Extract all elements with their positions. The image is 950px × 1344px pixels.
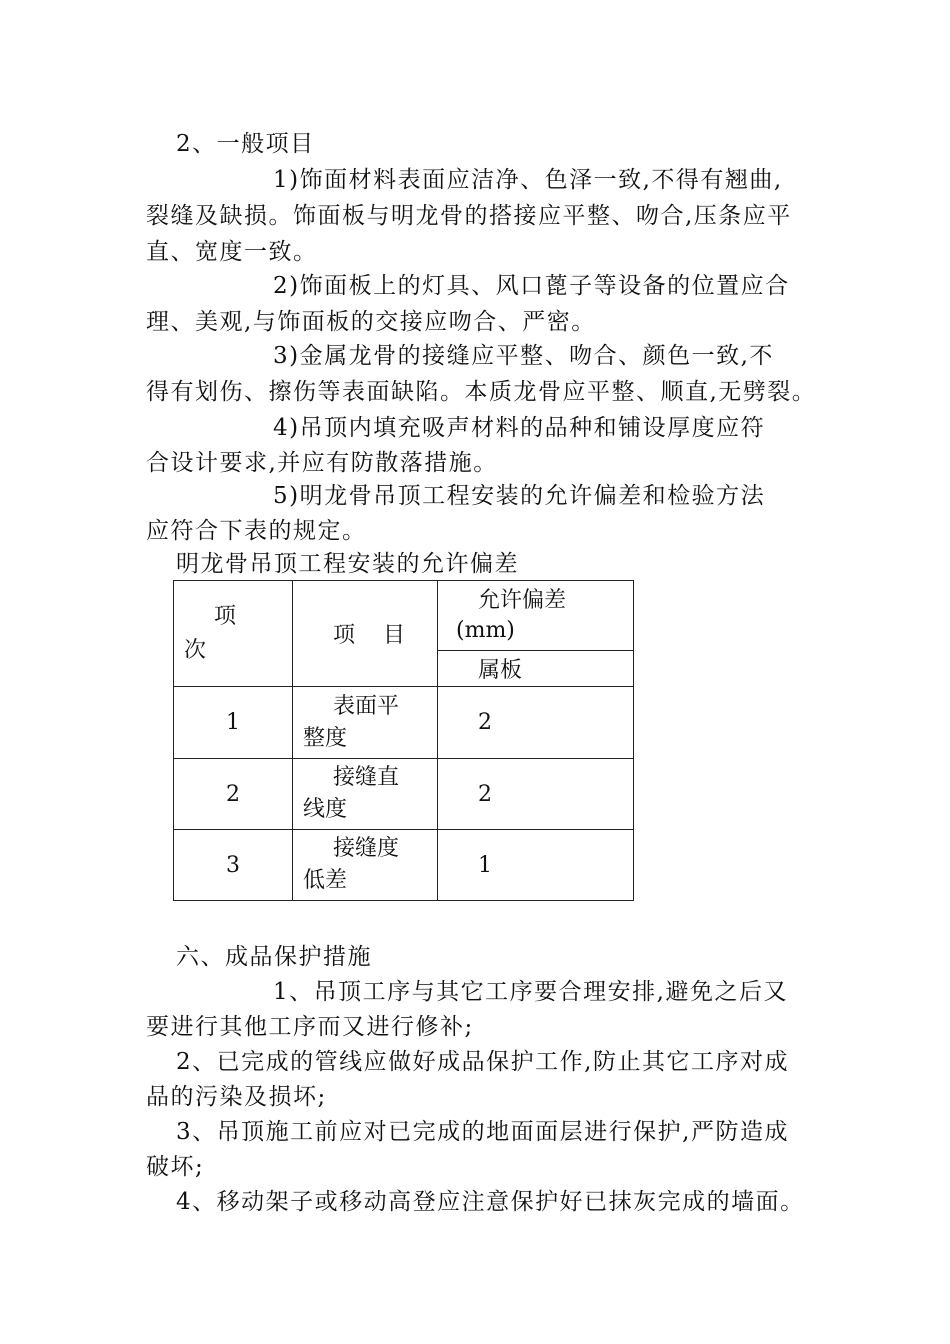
- protection-item-1-line-1: 1、吊顶工序与其它工序要合理安排,避免之后又: [273, 979, 788, 1005]
- general-item-3-line-1: 3)金属龙骨的接缝应平整、吻合、颜色一致,不: [273, 343, 774, 369]
- general-item-3-line-2: 得有划伤、擦伤等表面缺陷。本质龙骨应平整、顺直,无劈裂。: [146, 379, 817, 405]
- protection-item-4-line-1: 4、移动架子或移动高登应注意保护好已抹灰完成的墙面。: [176, 1189, 805, 1215]
- row-3-item-line-1: 接缝度: [333, 836, 400, 861]
- protection-item-2-line-2: 品的污染及损坏;: [146, 1084, 327, 1110]
- table-caption: 明龙骨吊顶工程安装的允许偏差: [176, 551, 519, 577]
- table-row: [174, 759, 634, 830]
- general-item-1-line-1: 1)饰面材料表面应洁净、色泽一致,不得有翘曲,: [273, 167, 783, 193]
- header-cell-subcol: [438, 651, 634, 687]
- row-3-item: [293, 830, 438, 901]
- row-3-item-line-2: 低差: [303, 868, 348, 893]
- header-tolerance-line-1: 允许偏差: [478, 587, 567, 613]
- row-2-no: 2: [174, 759, 293, 830]
- header-no-line-1: 项: [214, 603, 237, 629]
- general-item-5-line-1: 5)明龙骨吊顶工程安装的允许偏差和检验方法: [273, 483, 766, 509]
- header-cell-no: [174, 581, 293, 687]
- row-1-item: [293, 687, 438, 759]
- protection-item-2-line-1: 2、已完成的管线应做好成品保护工作,防止其它工序对成: [176, 1049, 789, 1075]
- header-tolerance-line-2: (mm): [456, 617, 515, 643]
- row-2-item-line-2: 线度: [303, 797, 348, 822]
- protection-item-3-line-2: 破坏;: [146, 1154, 205, 1180]
- row-2-item-line-1: 接缝直: [333, 765, 400, 790]
- protection-item-3-line-1: 3、吊顶施工前应对已完成的地面面层进行保护,严防造成: [176, 1119, 789, 1145]
- header-no-line-2: 次: [184, 637, 207, 663]
- protection-heading: 六、成品保护措施: [176, 944, 372, 970]
- header-subcol-label: 属板: [478, 658, 523, 683]
- row-1-item-line-2: 整度: [303, 725, 348, 751]
- row-2-value: 2: [438, 759, 634, 830]
- general-item-1-line-2: 裂缝及缺损。饰面板与明龙骨的搭接应平整、吻合,压条应平: [146, 203, 792, 229]
- header-cell-item: [293, 581, 438, 687]
- general-item-5-line-2: 应符合下表的规定。: [146, 518, 367, 544]
- general-heading: 2、一般项目: [176, 131, 315, 157]
- table-row: [174, 687, 634, 759]
- protection-item-1-line-2: 要进行其他工序而又进行修补;: [146, 1014, 474, 1040]
- general-item-2-line-2: 理、美观,与饰面板的交接应吻合、严密。: [146, 309, 596, 335]
- general-item-4-line-2: 合设计要求,并应有防散落措施。: [146, 450, 498, 476]
- row-2-item: [293, 759, 438, 830]
- row-1-no: 1: [174, 687, 293, 759]
- general-item-4-line-1: 4)吊顶内填充吸声材料的品种和铺设厚度应符: [273, 415, 766, 441]
- header-cell-tolerance: [438, 581, 634, 651]
- row-3-value: 1: [438, 830, 634, 901]
- row-1-item-line-1: 表面平: [333, 693, 400, 719]
- general-item-1-line-3: 直、宽度一致。: [146, 239, 318, 265]
- general-item-2-line-1: 2)饰面板上的灯具、风口蓖子等设备的位置应合: [273, 273, 790, 299]
- tolerance-table: [173, 580, 634, 901]
- row-1-value: 2: [438, 687, 634, 759]
- header-item-label: 项 目: [333, 623, 405, 648]
- table-row: [174, 830, 634, 901]
- row-3-no: 3: [174, 830, 293, 901]
